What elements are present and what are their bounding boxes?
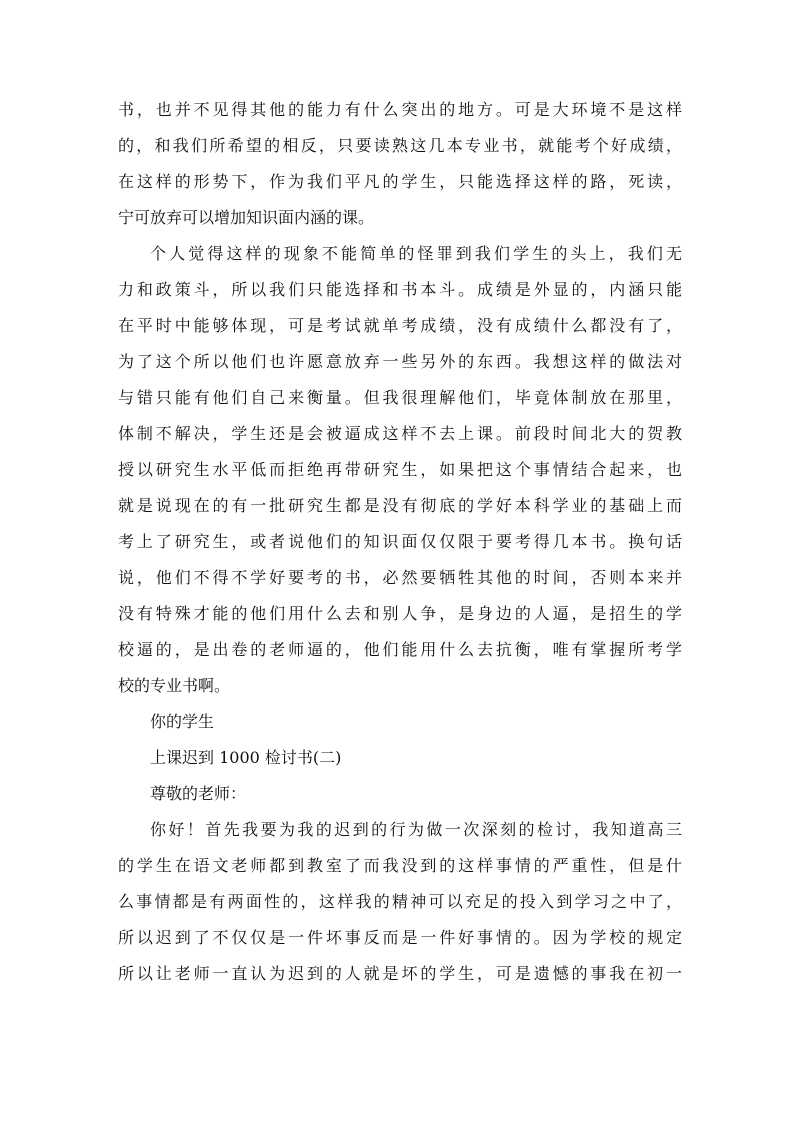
document-body xyxy=(118,92,682,992)
signature-line xyxy=(118,704,682,740)
text-line: 个人觉得这样的现象不能简单的怪罪到我们学生的头上，我们无 xyxy=(150,244,682,263)
text-line: 考上了研究生，或者说他们的知识面仅仅限于要考得几本书。换句话 xyxy=(118,532,682,551)
text-line: 没有特殊才能的他们用什么去和别人争，是身边的人逼，是招生的学 xyxy=(118,604,682,623)
text-line: 尊敬的老师： xyxy=(150,784,247,803)
text-line: 宁可放弃可以增加知识面内涵的课。 xyxy=(118,208,375,227)
text-line: 说，他们不得不学好要考的书，必然要牺牲其他的时间，否则本来并 xyxy=(118,568,682,587)
text-line: 授以研究生水平低而拒绝再带研究生，如果把这个事情结合起来，也 xyxy=(118,460,682,479)
text-line: 所以让老师一直认为迟到的人就是坏的学生，可是遗憾的事我在初一 xyxy=(118,964,682,983)
text-line: 与错只能有他们自己来衡量。但我很理解他们，毕竟体制放在那里， xyxy=(118,388,682,407)
section-title xyxy=(118,740,682,776)
text-line: 的，和我们所希望的相反，只要读熟这几本专业书，就能考个好成绩， xyxy=(118,136,682,155)
text-line: 就是说现在的有一批研究生都是没有彻底的学好本科学业的基础上而 xyxy=(118,496,682,515)
text-line: 体制不解决，学生还是会被逼成这样不去上课。前段时间北大的贺教 xyxy=(118,424,682,443)
text-line: 上课迟到 1000 检讨书(二) xyxy=(150,748,342,767)
text-line: 校的专业书啊。 xyxy=(118,676,231,695)
text-line: 么事情都是有两面性的，这样我的精神可以充足的投入到学习之中了， xyxy=(118,892,682,911)
text-line: 书，也并不见得其他的能力有什么突出的地方。可是大环境不是这样 xyxy=(118,100,682,119)
text-line: 为了这个所以他们也许愿意放弃一些另外的东西。我想这样的做法对 xyxy=(118,352,682,371)
text-line: 校逼的，是出卷的老师逼的，他们能用什么去抗衡，唯有掌握所考学 xyxy=(118,640,682,659)
text-line: 的学生在语文老师都到教室了而我没到的这样事情的严重性，但是什 xyxy=(118,856,682,875)
paragraph-6 xyxy=(118,812,682,992)
paragraph-2 xyxy=(118,236,682,704)
text-line: 在平时中能够体现，可是考试就单考成绩，没有成绩什么都没有了， xyxy=(118,316,682,335)
text-line: 力和政策斗，所以我们只能选择和书本斗。成绩是外显的，内涵只能 xyxy=(118,280,682,299)
paragraph-1 xyxy=(118,92,682,236)
text-line: 所以迟到了不仅仅是一件坏事反而是一件好事情的。因为学校的规定 xyxy=(118,928,682,947)
salutation xyxy=(118,776,682,812)
text-line: 在这样的形势下，作为我们平凡的学生，只能选择这样的路，死读， xyxy=(118,172,682,191)
text-line: 你好！首先我要为我的迟到的行为做一次深刻的检讨，我知道高三 xyxy=(150,820,682,839)
text-line: 你的学生 xyxy=(150,712,215,731)
